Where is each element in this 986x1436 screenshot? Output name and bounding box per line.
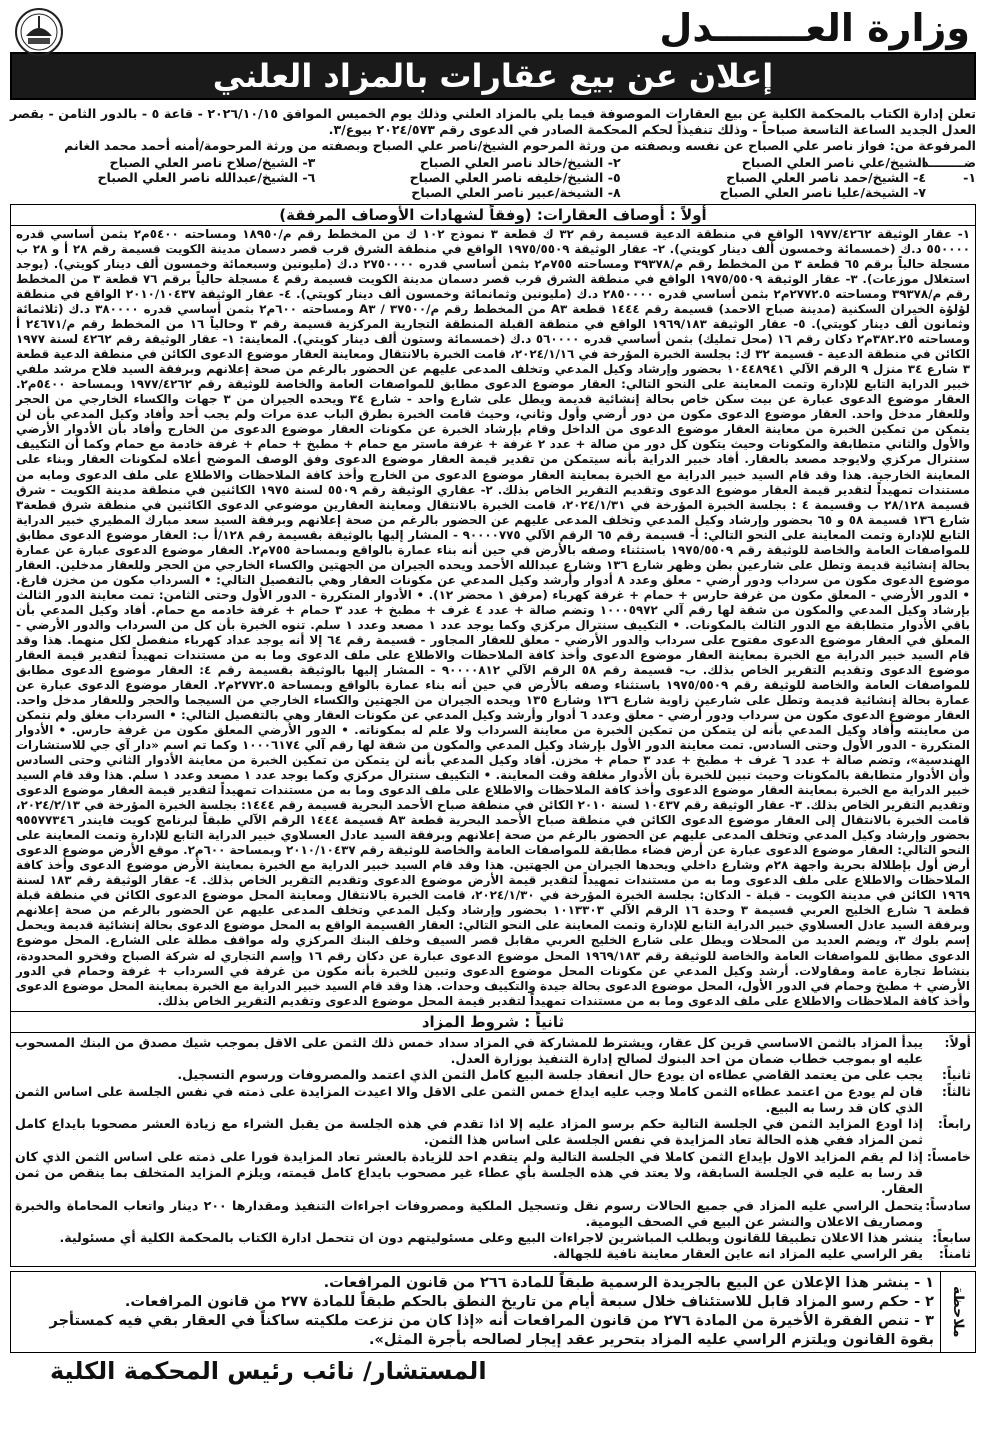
notes-box bbox=[10, 1271, 976, 1353]
condition-label: سابعاً: bbox=[932, 1230, 971, 1246]
defendant-item: ٦- الشيخ/عبدالله ناصر العلي الصباح bbox=[97, 170, 316, 185]
defendant-item: ٨- الشيخة/عبير ناصر العلي الصباح bbox=[411, 185, 621, 200]
defendants-list bbox=[10, 155, 976, 200]
condition-text: فان لم يودع من اعتمد عطاءه الثمن كاملا وجب عليه ايداع خمس الثمن على الاقل والا اعيدت المزايدة على ذمته في نفس الجلسة على اساس الثمن الذي كان قد رسا به البيع. bbox=[15, 1083, 923, 1115]
condition-item bbox=[15, 1067, 971, 1083]
kuwait-emblem-icon bbox=[14, 6, 64, 58]
condition-text: إذا اودع المزايد الثمن في الجلسة التالية حكم برسو المزاد عليه إلا اذا تقدم في هذه الجلسة من يقبل الشراء مع زيادة العشر مصحوبا بايداع كامل ثمن المزاد ففي هذه الحالة تعاد المزايدة في نفس الجلسة على اساس هذا الثمن. bbox=[15, 1116, 923, 1148]
properties-section-title: أولاً : أوصاف العقارات: (وفقاً لشهادات الأوصاف المرفقة) bbox=[11, 205, 975, 226]
condition-item bbox=[15, 1116, 971, 1149]
condition-text: يتحمل الراسي عليه المزاد في جميع الحالات رسوم نقل وتسجيل الملكية ومصروفات اجراءات التنفيذ ومقدارها ٢٠٠ دينار واتعاب المحاماة والخبرة ومصاريف الاعلان والنشر عن البيع في الصحف اليومية. bbox=[15, 1197, 923, 1229]
condition-item bbox=[15, 1230, 971, 1246]
condition-item bbox=[15, 1198, 971, 1231]
condition-item bbox=[15, 1246, 971, 1262]
plaintiff-line: المرفوعة من: فواز ناصر علي الصباح عن نفسه وبصفته من ورثة المرحوم الشيخ/ناصر علي الصباح وبصفته من ورثة المرحومة/أمنه أحمد محمد الغانم bbox=[64, 138, 976, 153]
defendant-item: ٤- الشيخ/حمد ناصر العلي الصباح bbox=[726, 170, 926, 185]
properties-section bbox=[10, 204, 976, 1267]
defendant-item: الشيخ/علي ناصر العلي الصباح bbox=[741, 155, 926, 170]
defendants-label: ضــــــــد: ١- bbox=[917, 155, 976, 185]
condition-label: سادساً: bbox=[925, 1197, 971, 1213]
conditions-section-title: ثانياً : شروط المزاد bbox=[11, 1011, 975, 1033]
ministry-name: وزارة العـــــــدل bbox=[659, 6, 970, 50]
condition-label: أولاً: bbox=[944, 1034, 971, 1050]
defendant-item: ٥- الشيخ/خليفه ناصر العلي الصباح bbox=[409, 170, 621, 185]
properties-description: ١- عقار الوثيقة ١٩٧٧/٤٢٦٢ الواقع في منطقة الدعية قسيمة رقم ٣٢ ك قطعة ٣ نموذج ١٠٢ ك من المخطط رقم م/١٨٩٥٠ ومساحته ٥٤٠٠م٢ بثمن أساسي قدره ٥٥٠٠٠٠ د.ك (خمسمائة وخمسون ألف دينار كويتي). ٢- عقار الوثيقة ١٩٧٥/٥٥٠٩ الواقع في منطقة الشرق قرب قصر دسمان مدينة الكويت قسيمة رقم ٢٨ أ و ٢٨ ب مسجلة حالياً برقم ٦٥ قطعة ٣ من المخطط رقم م/٣٩٣٧٨ ومساحته ٧٥٥م٢ بثمن أساسي قدره ٢٧٥٠٠٠٠ د.ك (مليونين وسبعمائة وخمسون ألف دينار كويتي). (يوجد استغلال موزعات). ٣- عقار الوثيقة ١٩٧٥/٥٥٠٩ الواقع في منطقة الشرق قرب قصر دسمان مدينة الكويت قسيمة رقم ٤ مسجلة حالياً برقم ٧٦ قطعة ٣ من المخطط رقم م/٣٩٣٧٨ ومساحته ٢٧٧٢.٥م٢ بثمن أساسي قدره ٢٨٥٠٠٠٠ د.ك (مليونين وثمانمائة وخمسون ألف دينار كويتي). ٤- عقار الوثيقة ٢٠١٠/١٠٤٣٧ الواقع في منطقة لؤلؤة الخيران السكنية (مدينة صباح الاحمد) قسيمة رقم ١٤٤٤ قطعة A٣ من المخطط رقم م/٣٧٥٠٠ / A٣ ومساحته ٦٠٠م٢ بثمن أساسي قدره ٣٨٠٠٠٠ د.ك (ثلاثمائة وثمانون ألف دينار كويتي). ٥- عقار الوثيقة ١٩٦٩/١٨٣ الواقع في منطقة القبلة المنطقة التجارية المركزية قسيمة رقم ٣ وحالياً ١٦ من المخطط رقم م/٢٤٦٧١ أ ومساحته ٣٨٢.٢٥م٢ دكان رقم ١٦ (محل تمليك) بثمن أساسي قدره ٥٦٠٠٠٠ د.ك (خمسمائة وستون ألف دينار كويتي). المعاينة: ١- عقار الوثيقة رقم ٤٢٦٢ لسنة ١٩٧٧ الكائن في منطقة الدعية - قسيمة ٣٢ ك: بجلسة الخبرة المؤرخة في ٢٠٢٤/١/١٦، قامت الخبرة بالانتقال ومعاينة العقار موضوع الدعوى الكائن في منطقة الدعية قطعة ٣ شارع ٣٤ منزل ٩ الرقم الآلي ١٠٤٤٨٩٤١ بحضور وإرشاد وكيل المدعي وتخلف المدعى عليهم عن الحضور بالرغم من صحة إعلانهم وبرفقة السيد فلاح مرشد ملفي خبير الدراية التابع للإدارة وتمت المعاينة على النحو التالي: العقار موضوع الدعوى مطابق للمواصفات العامة والخاصة للوثيقة رقم ١٩٧٧/٤٢٦٢ وبمساحة ٥٤٠٠م٢. العقار موضوع الدعوى عبارة عن بيت سكن خاص بحالة إنشائية قديمة ويطل على شارع واحد - شارع ٣٤ ويحده الجيران من ٣ جهات والكساء الخارجي من الحجر وللعقار مدخل واحد. العقار موضوع الدعوى مكون من دور أرضي وأول وثاني، وحيث قامت الخبرة بطرق الباب عدة مرات ولم يجب أحد وأفاد وكيل المدعي بأن لن يتمكن من تمكين الخبرة من معاينة العقار موضوع الدعوى من الداخل وقام بإرشاد الخبرة عن مكونات العقار موضوع الدعوى من الخارج وأفاد بأن الأدوار الأرضي والأول والثاني متطابقة والمكونات وحيث يتكون كل دور من صالة + عدد ٢ غرفة + غرفة ماستر مع حمام + مطبخ + حمام + غرفة خادمة مع حمام وكما أن التكييف سنترال مركزي ولايوجد مصعد بالعقار. أفاد خبير الدراية بأنه سيتمكن من تقدير قيمة العقار موضوع الدعوى وفق الوصف الموضح أعلاه لمكونات العقار وبناء على المعاينة الخارجية. هذا وقد قام السيد خبير الدراية مع الخبرة بمعاينة العقار موضوع الدعوى من الخارج وأخذ كافة الملاحظات والاطلاع على ملف الدعوى ومابه من مستندات تمهيداً لتقدير قيمة العقار موضوع الدعوى وتقديم التقرير الخاص بذلك. ٢- عقاري الوثيقة رقم ٥٥٠٩ لسنة ١٩٧٥ الكائنين في منطقة مدينة الكويت - شرق قسيمة ٢٨/١٢٨ ب وقسيمة ٤ : بجلسة الخبرة المؤرخة في ٢٠٢٤/١/٣١، قامت الخبرة بالانتقال ومعاينة العقارين موضوعي الدعوى الكائنين في منطقة شرق قطعة٣ شارع ١٣٦ قسيمة ٥٨ و ٦٥ بحضور وإرشاد وكيل المدعي وتخلف المدعى عليهم عن الحضور بالرغم من صحة إعلانهم وبرفقة السيد سعد مبارك المطيري خبير الدراية التابع للإدارة وتمت المعاينة على النحو التالي: أ- قسيمة رقم ٦٥ الرقم الآلي ٩٠٠٠٠٧٧٥ - المشار إليها بالوثيقة بقسيمة رقم ١٢٨/أ ب: العقار موضوع الدعوى مطابق للمواصفات العامة والخاصة للوثيقة رقم ١٩٧٥/٥٥٠٩ باستثناء وصفه بالأرض في حين أنه بناء عمارة بالواقع وبمساحة ٧٥٥م٢. العقار موضوع الدعوى عبارة عن عمارة بحالة إنشائية قديمة وتطل على شارعين بطن وظهر شارع ١٣٦ وشارع عبدالله الأحمد ويحده الجيران من الجهتين والكساء الخارجي من الحجر وللعقار مدخلين. العقار موضوع الدعوى مكون من سرداب ودور أرضي - معلق وعدد ٨ أدوار وأرشد وكيل المدعي عن مكونات العقار وهي بالتفصيل التالي: • السرداب مكون من مخزن فارغ. • الدور الأرضي - المعلق مكون من غرفة حارس + حمام + غرفة كهرباء (مرفق ١ محضر ١٢). • الأدوار المتكررة - الدور الأول وحتى الثامن: تمت معاينة الدور الثالث بإرشاد وكيل المدعي والمكون من شقة لها رقم آلي ١٠٠٠٥٩٧٢ وتضم صالة + عدد ٤ غرف + مطبخ + عدد ٣ حمام + غرفة خادمه مع حمام. أفاد وكيل المدعي بأن باقي الأدوار متطابقة مع الدور الثالث بالمكونات. • التكييف سنترال مركزي وكما يوجد عدد ١ مصعد وعدد ١ سلم. تنوه الخبرة بأن كل من السرداب والدور الأرضي - المعلق في العقار موضوع الدعوى مفتوح على سرداب والدور الأرضي - معلق للعقار المجاور - قسيمة رقم ٦٤ إلا أنه يوجد عداد كهرباء منفصل لكل منهما. هذا وقد قام السيد خبير الدراية مع الخبرة بمعاينة العقار موضوع الدعوى وأخذ كافة الملاحظات والاطلاع على ملف الدعوى وما به من مستندات تمهيداً لتقدير قيمة العقار موضوع الدعوى وتقديم التقرير الخاص بذلك. ب- قسيمة رقم ٥٨ الرقم الآلي ٩٠٠٠٠٨١٢ - المشار إليها بالوثيقة بقسيمة رقم ٤: العقار موضوع الدعوى مطابق للمواصفات العامة والخاصة للوثيقة رقم ١٩٧٥/٥٥٠٩ باستثناء وصفه بالأرض في حين أنه بناء عمارة بالواقع وبمساحة ٢٧٧٢.٥م٢. العقار موضوع الدعوى عبارة عن عمارة بحالة إنشائية قديمة وتطل على شارعين زاوية شارع ١٣٦ وشارع ١٣٥ ويحده الجيران من الجهتين والكساء الخارجي من السيجما والحجر وللعقار مدخل واحد. العقار موضوع الدعوى مكون من سرداب ودور أرضي - معلق وعدد ٦ أدوار وأرشد وكيل المدعي عن مكونات العقار وهي بالتفصيل التالي: • السرداب مغلق ولم نتمكن من معاينته وأفاد وكيل المدعي بأنه لن يتمكن من تمكين الخبرة من معاينة السرداب ولا علم له بمكوناته. • الدور الأرضي المعلق مكون من غرفة حارس. • الأدوار المتكررة - الدور الأول وحتى السادس. تمت معاينة الدور الأول بإرشاد وكيل المدعي والمكون من شقة لها رقم آلي ١٠٠٠٦١٧٤ وكما تم اسم «دار آي جي للاستشارات الهندسية»، وتضم صالة + عدد ٦ غرف + مطبخ + عدد ٣ حمام + مخزن. أفاد وكيل المدعي بأنه لن يتمكن من تمكين الخبرة من معاينة الأدوار الثاني وحتى السادس وأن الأدوار متطابقة بالمكونات وحيث تبين للخبرة بأن الأدوار مغلقة وقت المعاينة. • التكييف سنترال مركزي وكما يوجد عدد ١ مصعد وعدد ١ سلم. هذا وقد قام السيد خبير الدراية مع الخبرة بمعاينة العقار موضوع الدعوى وأخذ كافة الملاحظات والاطلاع على ملف الدعوى وما به من مستندات تمهيداً لتقدير قيمة العقار موضوع الدعوى وتقديم التقرير الخاص بذلك. ٣- عقار الوثيقة رقم ١٠٤٣٧ لسنة ٢٠١٠ الكائن في منطقة صباح الأحمد البحرية قسيمة رقم ١٤٤٤: بجلسة الخبرة المؤرخة في ٢٠٢٤/٢/١٣، قامت الخبرة بالانتقال إلى العقار موضوع الدعوى الكائن في منطقة صباح الأحمد البحرية قطعة A٣ قسيمة ١٤٤٤ الرقم الآلي طبقاً لبرنامج كويت فايندر ٩٥٥٧٧٣٤٦ بحضور وإرشاد وكيل المدعي وتخلف المدعى عليهم عن الحضور بالرغم من صحة إعلانهم وبرفقة السيد عادل العسلاوي خبير الدراية التابع للإدارة وتمت المعاينة على النحو التالي: العقار موضوع الدعوى عبارة عن أرض فضاء مطابقة للمواصفات العامة والخاصة للوثيقة رقم ٢٠١٠/١٠٤٣٧ وبمساحة ٦٠٠م٢. موقع الأرض موضوع الدعوى أرض أول بإطلالة بحرية واجهة ٢٨م وشارع داخلي ويحدها الجيران من الجهتين. هذا وقد قام السيد خبير الدراية مع الخبرة بمعاينة الأرض موضوع الدعوى وأخذ كافة الملاحظات والاطلاع على ملف الدعوى وما به من مستندات تمهيداً لتقدير قيمة الأرض موضوع الدعوى وتقديم التقرير الخاص بذلك. ٤- عقار الوثيقة رقم ١٨٣ لسنة ١٩٦٩ الكائن في مدينة الكويت - قبلة - الدكان: بجلسة الخبرة المؤرخة في ٢٠٢٤/١/٣٠، قامت الخبرة بالانتقال ومعاينة المحل موضوع الدعوى الكائن في منطقة قبلة قطعة ٦ شارع الخليج العربي قسيمة ٣ وحدة ١٦ الرقم الآلي ١٠١٣٣٠٣ بحضور وإرشاد وكيل المدعي وتخلف المدعى عليهم عن الحضور بالرغم من صحة إعلانهم وبرفقة السيد عادل العسلاوي خبير الدراية التابع للإدارة وتمت المعاينة على النحو التالي: العقار القسيمة الواقع به المحل موضوع الدعوى بحالة إنشائية قديمة ويحمل إسم بلوك ٣، ويضم العديد من المحلات ويطل على شارع الخليج العربي مقابل قصر السيف وخلف البنك المركزي وله مواقف مطلة على الشارع. المحل موضوع الدعوى مطابق للمواصفات العامة والخاصة للوثيقة رقم ١٩٦٩/١٨٣ المحل موضوع الدعوى عبارة عن دكان رقم ١٦ وإسم التجاري له شركة الصباح وفخرو المحدودة، بنشاط تجارة عامة ومقاولات. أرشد وكيل المدعي عن مكونات المحل موضوع الدعوى وتبين للخبرة بأنه مكون من غرفة في السرداب + غرفة وحمام في الدور الأرضي + مطبخ وحمام في الدور الأول، المحل موضوع الدعوى بحالة جيدة والتكييف وحدات. هذا وقد قام السيد خبير الدراية مع الخبرة بمعاينة المحل موضوع الدعوى وأخذ كافة الملاحظات والاطلاع على ملف الدعوى وما به من مستندات تمهيداً لتقدير قيمة المحل موضوع الدعوى وتقديم التقرير الخاص بذلك. bbox=[16, 227, 971, 1008]
condition-text: ينشر هذا الاعلان تطبيقا للقانون وبطلب المباشرين لاجراءات البيع وعلى مسئوليتهم دون ان تتحمل ادارة الكتاب بالمحكمة الكلية أي مسئولية. bbox=[59, 1230, 923, 1246]
defendant-item: ٢- الشيخ/خالد ناصر العلي الصباح bbox=[419, 155, 621, 170]
note-item: ٢ - حكم رسو المزاد قابل للاستئناف خلال سبعة أيام من تاريخ النطق بالحكم طبقاً للمادة ٢٧٧ من قانون المرافعات. bbox=[124, 1293, 934, 1310]
condition-label: خامساً: bbox=[926, 1148, 971, 1164]
signature-line: المستشار/ نائب رئيس المحكمة الكلية bbox=[50, 1356, 487, 1385]
defendant-item bbox=[10, 185, 315, 200]
condition-label: رابعاً: bbox=[937, 1116, 971, 1132]
announcement-intro: تعلن إدارة الكتاب بالمحكمة الكلية عن بيع العقارات الموصوفة فيما يلي بالمزاد العلني وذلك يوم الخميس الموافق ٢٠٢٦/١٠/١٥ - قاعة ٥ - بالدور الثامن - بقصر العدل الجديد الساعة التاسعة صباحاً - وذلك تنفيذاً لحكم المحكمة الصادر في الدعوى رقم ٢٠٢٤/٥٧٣ بيوع/٣. bbox=[10, 106, 976, 137]
condition-text: يقر الراسي عليه المزاد انه عاين العقار معاينة نافية للجهالة. bbox=[552, 1246, 923, 1262]
condition-item bbox=[15, 1084, 971, 1117]
condition-label: ثانياً: bbox=[941, 1067, 971, 1083]
notes-side-label bbox=[940, 1272, 975, 1352]
condition-text: يجب على من يعتمد القاضي عطاءه ان يودع حال انعقاد جلسة البيع كامل الثمن الذي اعتمد والمصروفات ورسوم التسجيل. bbox=[177, 1067, 923, 1083]
condition-label: ثامناً: bbox=[938, 1246, 971, 1262]
conditions-list bbox=[11, 1033, 975, 1266]
condition-item bbox=[15, 1035, 971, 1068]
defendant-item: ٧- الشيخة/عليا ناصر العلي الصباح bbox=[719, 185, 926, 200]
condition-item bbox=[15, 1149, 971, 1198]
announcement-title: إعلان عن بيع عقارات بالمزاد العلني bbox=[10, 52, 976, 100]
condition-label: ثالثاً: bbox=[941, 1083, 971, 1099]
defendant-item: ٣- الشيخ/صلاح ناصر العلي الصباح bbox=[109, 155, 316, 170]
condition-text: يبدأ المزاد بالثمن الاساسي قرين كل عقار، ويشترط للمشاركة في المزاد سداد خمس ذلك الثمن على الاقل بموجب شيك مصدق من البنك المسحوب عليه او بموجب خطاب ضمان من احد البنوك لصالح إدارة التنفيذ بوزارة العدل. bbox=[15, 1034, 923, 1066]
condition-text: إذا لم يقم المزايد الاول بإيداع الثمن كاملا في الجلسة التالية ولم يتقدم احد للزيادة بالعشر تعاد المزايدة فورا على ذمته على اساس الثمن الذي كان قد رسا به عليه في الجلسة السابقة، ولا يعتد في هذه الجلسة بأي عطاء غير مصحوب بايداع كامل قيمته، ويلزم المزايد المتخلف بما ينقص من ثمن العقار. bbox=[15, 1148, 923, 1197]
header bbox=[10, 6, 976, 50]
note-item: ٣ - تنص الفقرة الأخيرة من المادة ٢٧٦ من قانون المرافعات أنه «إذا كان من نزعت ملكيته ساكناً في العقار بقي فيه كمستأجر بقوة القانون ويلتزم الراسي عليه المزاد بتحرير عقد إيجار لصالحه بأجرة المثل». bbox=[49, 1312, 934, 1348]
notes-side-text: ملاحظة bbox=[950, 1286, 966, 1338]
notes-list bbox=[11, 1272, 940, 1352]
note-item: ١ - ينشر هذا الإعلان عن البيع بالجريدة الرسمية طبقاً للمادة ٢٦٦ من قانون المرافعات. bbox=[323, 1274, 934, 1291]
